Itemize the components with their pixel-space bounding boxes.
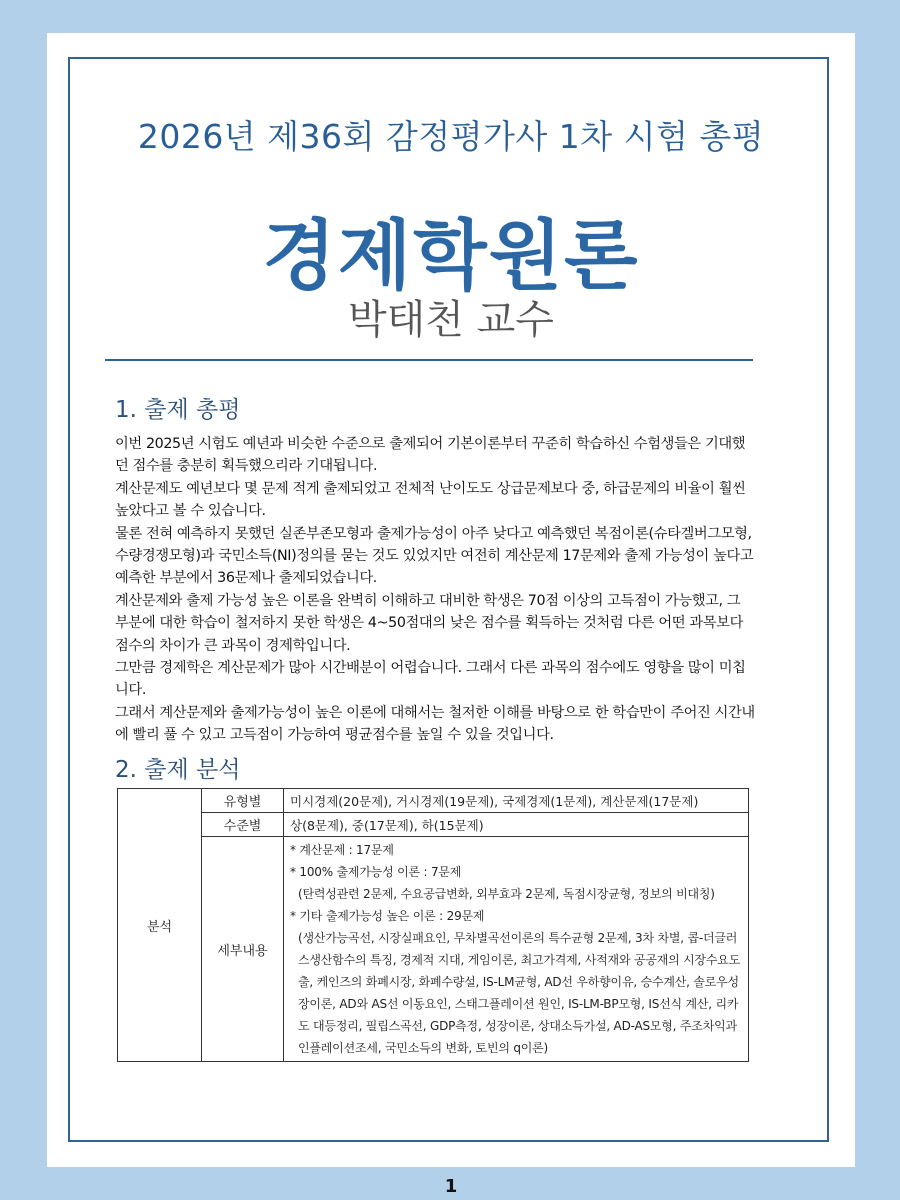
- detail-line: * 기타 출제가능성 높은 이론 : 29문제: [290, 909, 485, 923]
- detail-line: * 100% 출제가능성 이론 : 7문제: [290, 865, 462, 879]
- paragraph: 그만큼 경제학은 계산문제가 많아 시간배분이 어렵습니다. 그래서 다른 과목의 점수에도 영향을 많이 미칩니다.: [115, 660, 746, 699]
- section1-title: 1. 출제 총평: [115, 397, 241, 423]
- professor-name: 박태천 교수: [348, 297, 554, 343]
- type-value-cell: 미시경제(20문제), 거시경제(19문제), 국제경제(1문제), 계산문제(17문제): [284, 789, 749, 813]
- detail-line: (탄력성관련 2문제, 수요공급변화, 외부효과 2문제, 독점시장균형, 정보의 비대칭): [298, 887, 715, 901]
- detail-line: * 계산문제 : 17문제: [290, 843, 394, 857]
- table-row: [118, 813, 749, 837]
- level-value-cell: 상(8문제), 중(17문제), 하(15문제): [284, 813, 749, 837]
- paragraph: 그래서 계산문제와 출제가능성이 높은 이론에 대해서는 철저한 이해를 바탕으로 한 학습만이 주어진 시간내에 빨리 풀 수 있고 고득점이 가능하여 평균점수를 높일 수 있을 것입니다.: [115, 704, 755, 744]
- page-number: 1: [444, 1176, 458, 1197]
- paragraph: 이번 2025년 시험도 예년과 비슷한 수준으로 출제되어 기본이론부터 꾸준히 학습하신 수험생들은 기대했던 점수를 충분히 획득했으리라 기대됩니다.: [115, 436, 746, 475]
- detail-label-cell: 세부내용: [202, 837, 284, 1062]
- paragraph: 계산문제와 출제 가능성 높은 이론을 완벽히 이해하고 대비한 학생은 70점 이상의 고득점이 가능했고, 그 부분에 대한 학습이 철저하지 못한 학생은 4~50점대의 낮은 점수를 획득하는 것처럼 다른 어떤 과목보다 점수의 차이가 큰 과목이 경제학입니다.: [115, 592, 743, 654]
- document-page: [47, 33, 855, 1197]
- row-header-cell: 분석: [118, 789, 202, 1062]
- header-divider: [105, 359, 753, 361]
- paragraph: 물론 전혀 예측하지 못했던 실존부존모형과 출제가능성이 아주 낮다고 예측했던 복점이론(슈타겔버그모형, 수량경쟁모형)과 국민소득(NI)정의를 묻는 것도 있었지만 여전히 계산문제 17문제와 출제 가능성이 높다고 예측한 부분에서 36문제나 출제되었습니다.: [115, 525, 754, 587]
- table-row: [118, 837, 749, 1062]
- level-label-cell: 수준별: [202, 813, 284, 837]
- subject-title: 경제학원론: [262, 211, 640, 300]
- table-row: [118, 789, 749, 813]
- exam-subtitle: 2026년 제36회 감정평가사 1차 시험 총평: [137, 117, 765, 156]
- type-label-cell: 유형별: [202, 789, 284, 813]
- section1-body: [115, 433, 755, 747]
- analysis-table: [117, 788, 749, 1062]
- detail-value-cell: [284, 837, 749, 1062]
- paragraph: 계산문제도 예년보다 몇 문제 적게 출제되었고 전체적 난이도도 상급문제보다 중, 하급문제의 비율이 훨씬 높았다고 볼 수 있습니다.: [115, 480, 746, 520]
- detail-line: (생산가능곡선, 시장실패요인, 무차별곡선이론의 특수균형 2문제, 3차 차별, 콥-더글러스생산함수의 특징, 경제적 지대, 게임이론, 최고가격제, 사적재와 공공재의 시장수요도출, 케인즈의 화폐시장, 화폐수량설, IS-LM균형, AD선 우하향이유, 승수계산, 솔로우성장이론, AD와 AS선 이동요인, 스태그플레이션 원인, IS-LM-BP모형, IS선식 계산, 리카도 대등정리, 필립스곡선, GDP측정, 성장이론, 상대소득가설, AD-AS모형, 주조차익과 인플레이션조세, 국민소득의 변화, 토빈의 q이론): [298, 931, 741, 1055]
- section2-title: 2. 출제 분석: [115, 757, 241, 783]
